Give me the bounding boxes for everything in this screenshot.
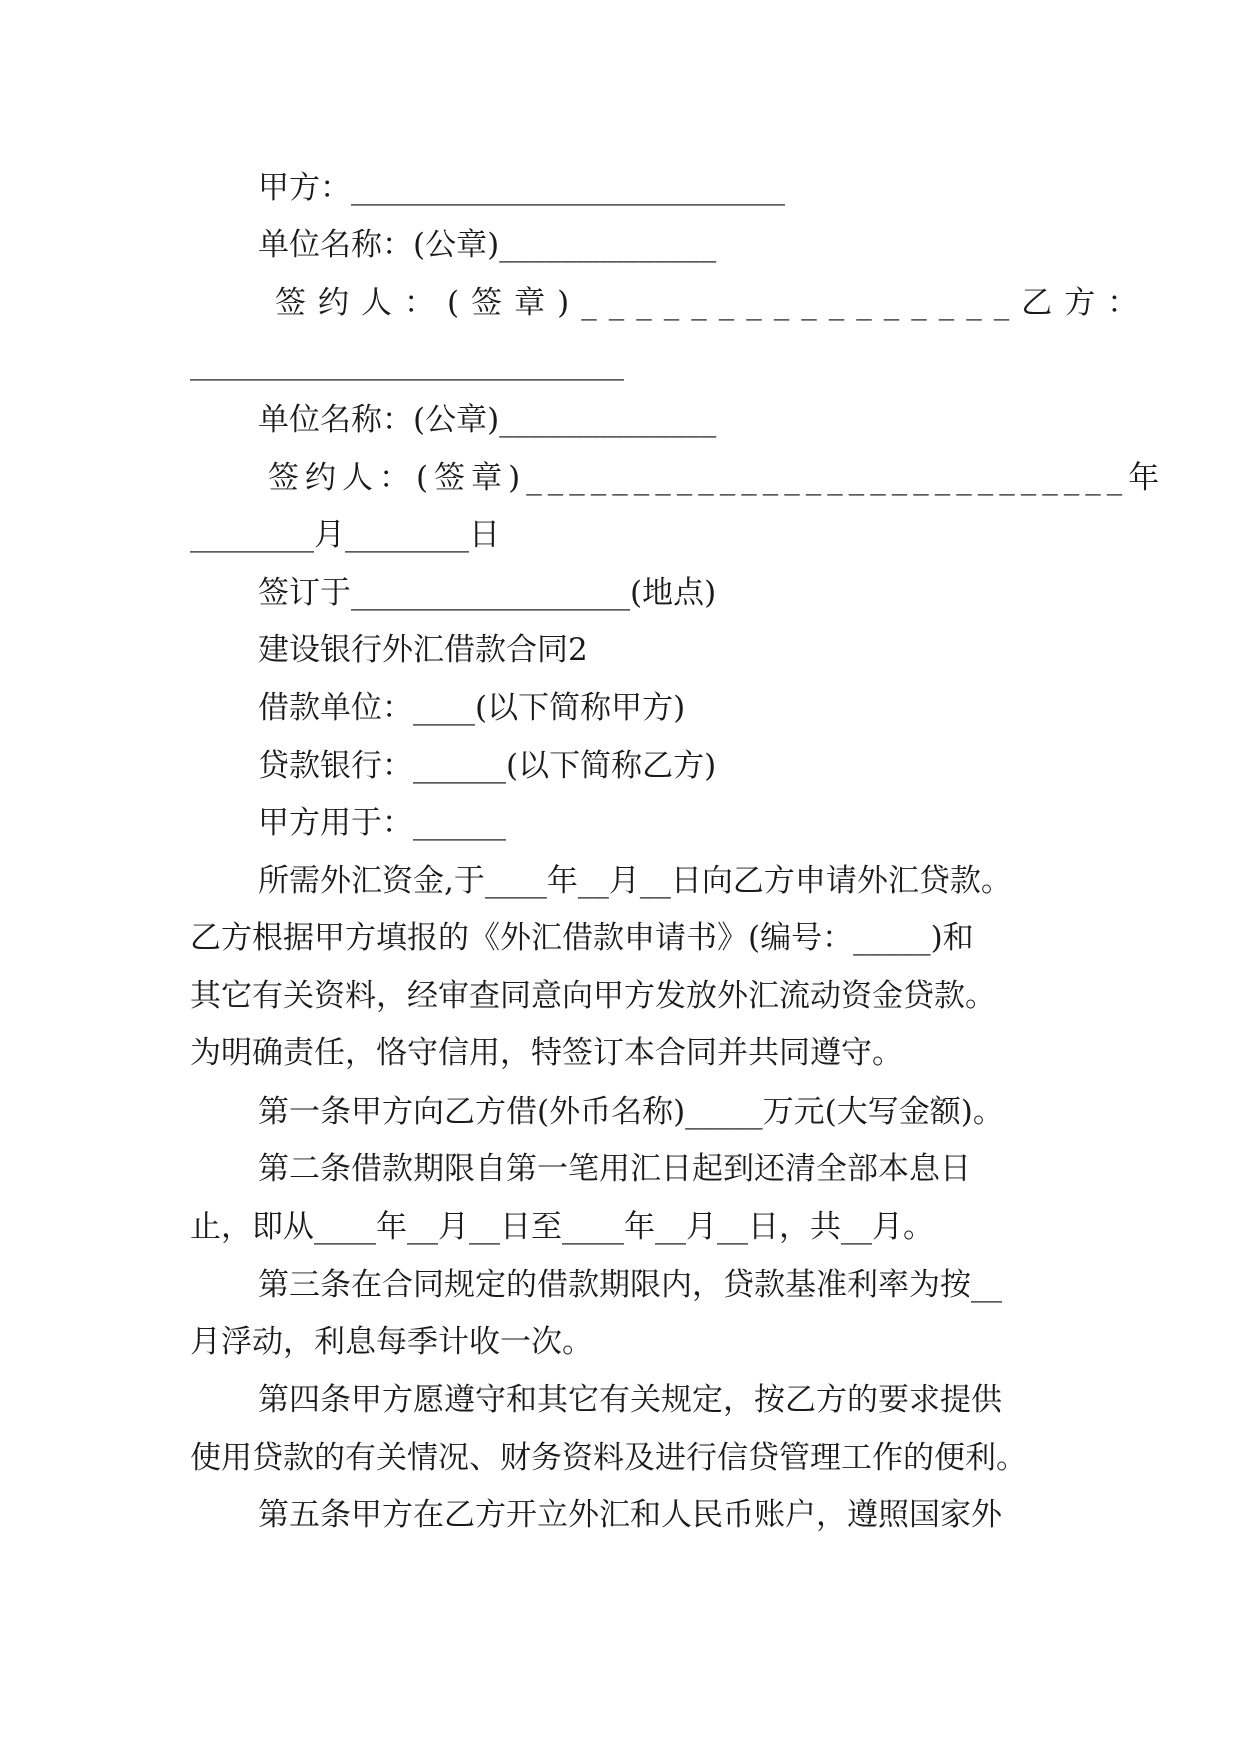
party-a-line: 甲方：____________________________ bbox=[258, 170, 785, 206]
article-3: 第三条在合同规定的借款期限内，贷款基准利率为按__ bbox=[258, 1267, 1002, 1303]
contract-title: 建设银行外汇借款合同2 bbox=[258, 632, 588, 668]
article-2-cont: 止，即从____年__月__日至____年__月__日，共__月。 bbox=[190, 1209, 934, 1245]
article-5: 第五条甲方在乙方开立外汇和人民币账户，遵照国家外 bbox=[258, 1497, 1002, 1533]
year-label: 年 bbox=[1128, 460, 1166, 496]
article-4-cont: 使用贷款的有关情况、财务资料及进行信贷管理工作的便利。 bbox=[190, 1440, 1027, 1476]
article-3-cont: 月浮动，利息每季计收一次。 bbox=[190, 1324, 593, 1360]
party-a-signer: 签约人：(签章)________________ bbox=[275, 285, 1022, 321]
article-4: 第四条甲方愿遵守和其它有关规定，按乙方的要求提供 bbox=[258, 1382, 1002, 1418]
party-b-label: 乙方： bbox=[1021, 285, 1151, 321]
party-a-unit-name: 单位名称：(公章)______________ bbox=[258, 227, 717, 263]
party-b-blank: ____________________________ bbox=[190, 345, 624, 381]
article-2: 第二条借款期限自第一笔用汇日起到还清全部本息日 bbox=[258, 1151, 971, 1187]
lender-line: 贷款银行：______(以下简称乙方) bbox=[258, 748, 717, 784]
paragraph-line: 所需外汇资金,于____年__月__日向乙方申请外汇贷款。 bbox=[258, 863, 1012, 899]
party-a-signer-line bbox=[275, 283, 1151, 323]
purpose-line: 甲方用于：______ bbox=[258, 805, 506, 841]
party-b-signer-line bbox=[268, 458, 1166, 498]
signing-place: 签订于__________________(地点) bbox=[258, 575, 717, 611]
borrower-line: 借款单位：____(以下简称甲方) bbox=[258, 690, 686, 726]
party-b-signer: 签约人：(签章)____________________________ bbox=[268, 460, 1129, 496]
paragraph-line: 其它有关资料，经审查同意向甲方发放外汇流动资金贷款。 bbox=[190, 978, 996, 1014]
article-1: 第一条甲方向乙方借(外币名称)_____万元(大写金额)。 bbox=[258, 1094, 1004, 1130]
date-month-day: ________月________日 bbox=[190, 517, 500, 553]
paragraph-line: 乙方根据甲方填报的《外汇借款申请书》(编号：_____)和 bbox=[190, 920, 974, 956]
party-b-unit-name: 单位名称：(公章)______________ bbox=[258, 402, 717, 438]
paragraph-line: 为明确责任，恪守信用，特签订本合同并共同遵守。 bbox=[190, 1035, 903, 1071]
